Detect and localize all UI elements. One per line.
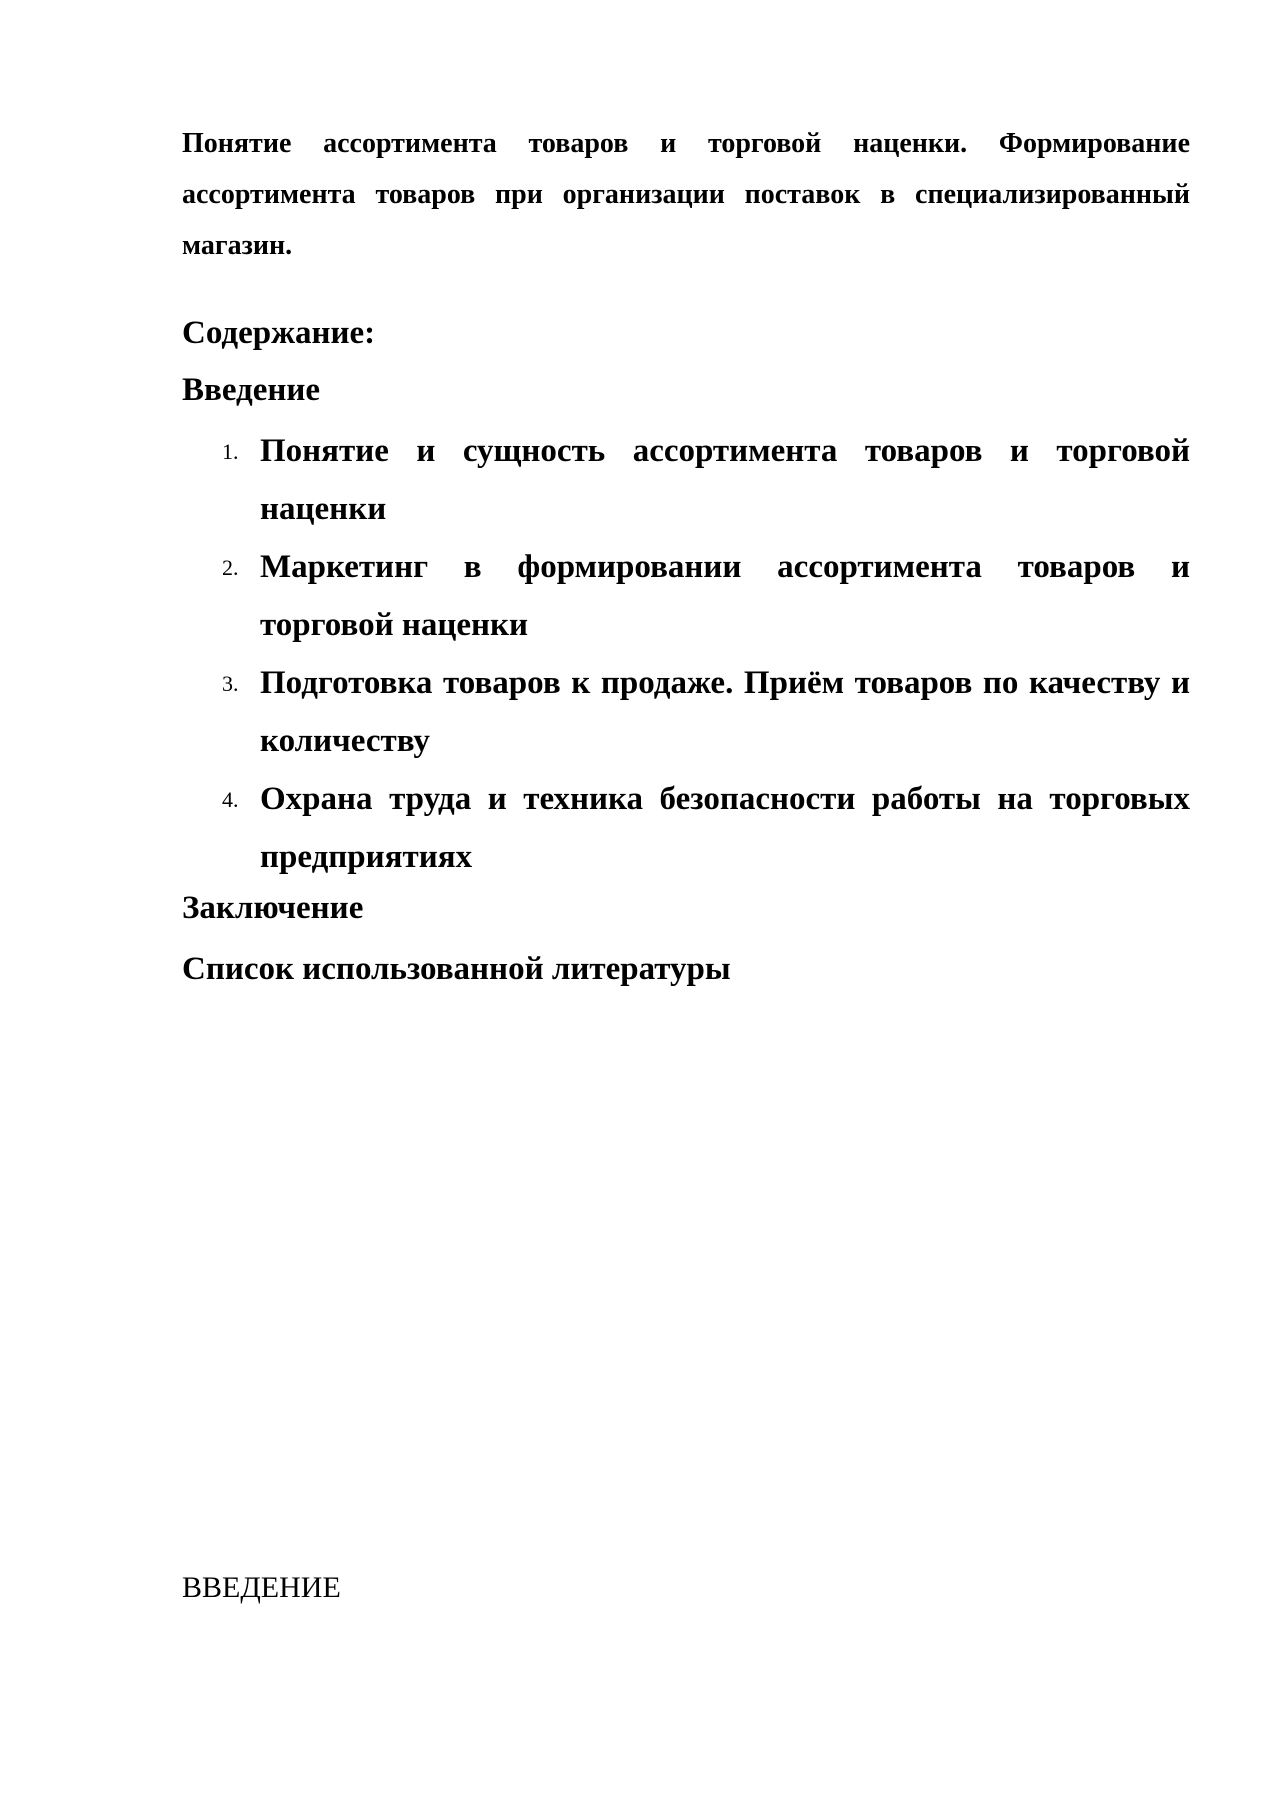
toc-entry-conclusion: Заключение xyxy=(182,890,364,926)
toc-entry-introduction: Введение xyxy=(182,372,321,408)
toc-item-text: Подготовка товаров к продаже. Приём товаров по качеству и количеству xyxy=(260,665,1190,759)
toc-list xyxy=(182,422,1190,886)
toc-heading: Содержание: xyxy=(182,315,376,351)
toc-item-number: 4. xyxy=(222,787,239,812)
toc-item-text: Маркетинг в формировании ассортимента товаров и торговой наценки xyxy=(260,549,1190,643)
document-title: Понятие ассортимента товаров и торговой наценки. Формирование ассортимента товаров при организации поставок в специализированный магазин. xyxy=(182,128,1190,261)
toc-item-number: 2. xyxy=(222,555,239,580)
toc-item xyxy=(182,538,1190,654)
toc-item-text: Понятие и сущность ассортимента товаров и торговой наценки xyxy=(260,433,1190,527)
toc-entry-references: Список использованной литературы xyxy=(182,951,731,987)
toc-item xyxy=(182,654,1190,770)
toc-item-number: 3. xyxy=(222,671,239,696)
toc-item xyxy=(182,422,1190,538)
toc-item-number: 1. xyxy=(222,439,239,464)
section-heading-introduction: ВВЕДЕНИЕ xyxy=(182,1571,341,1604)
toc-item xyxy=(182,770,1190,886)
toc-item-text: Охрана труда и техника безопасности работы на торговых предприятиях xyxy=(260,781,1190,875)
